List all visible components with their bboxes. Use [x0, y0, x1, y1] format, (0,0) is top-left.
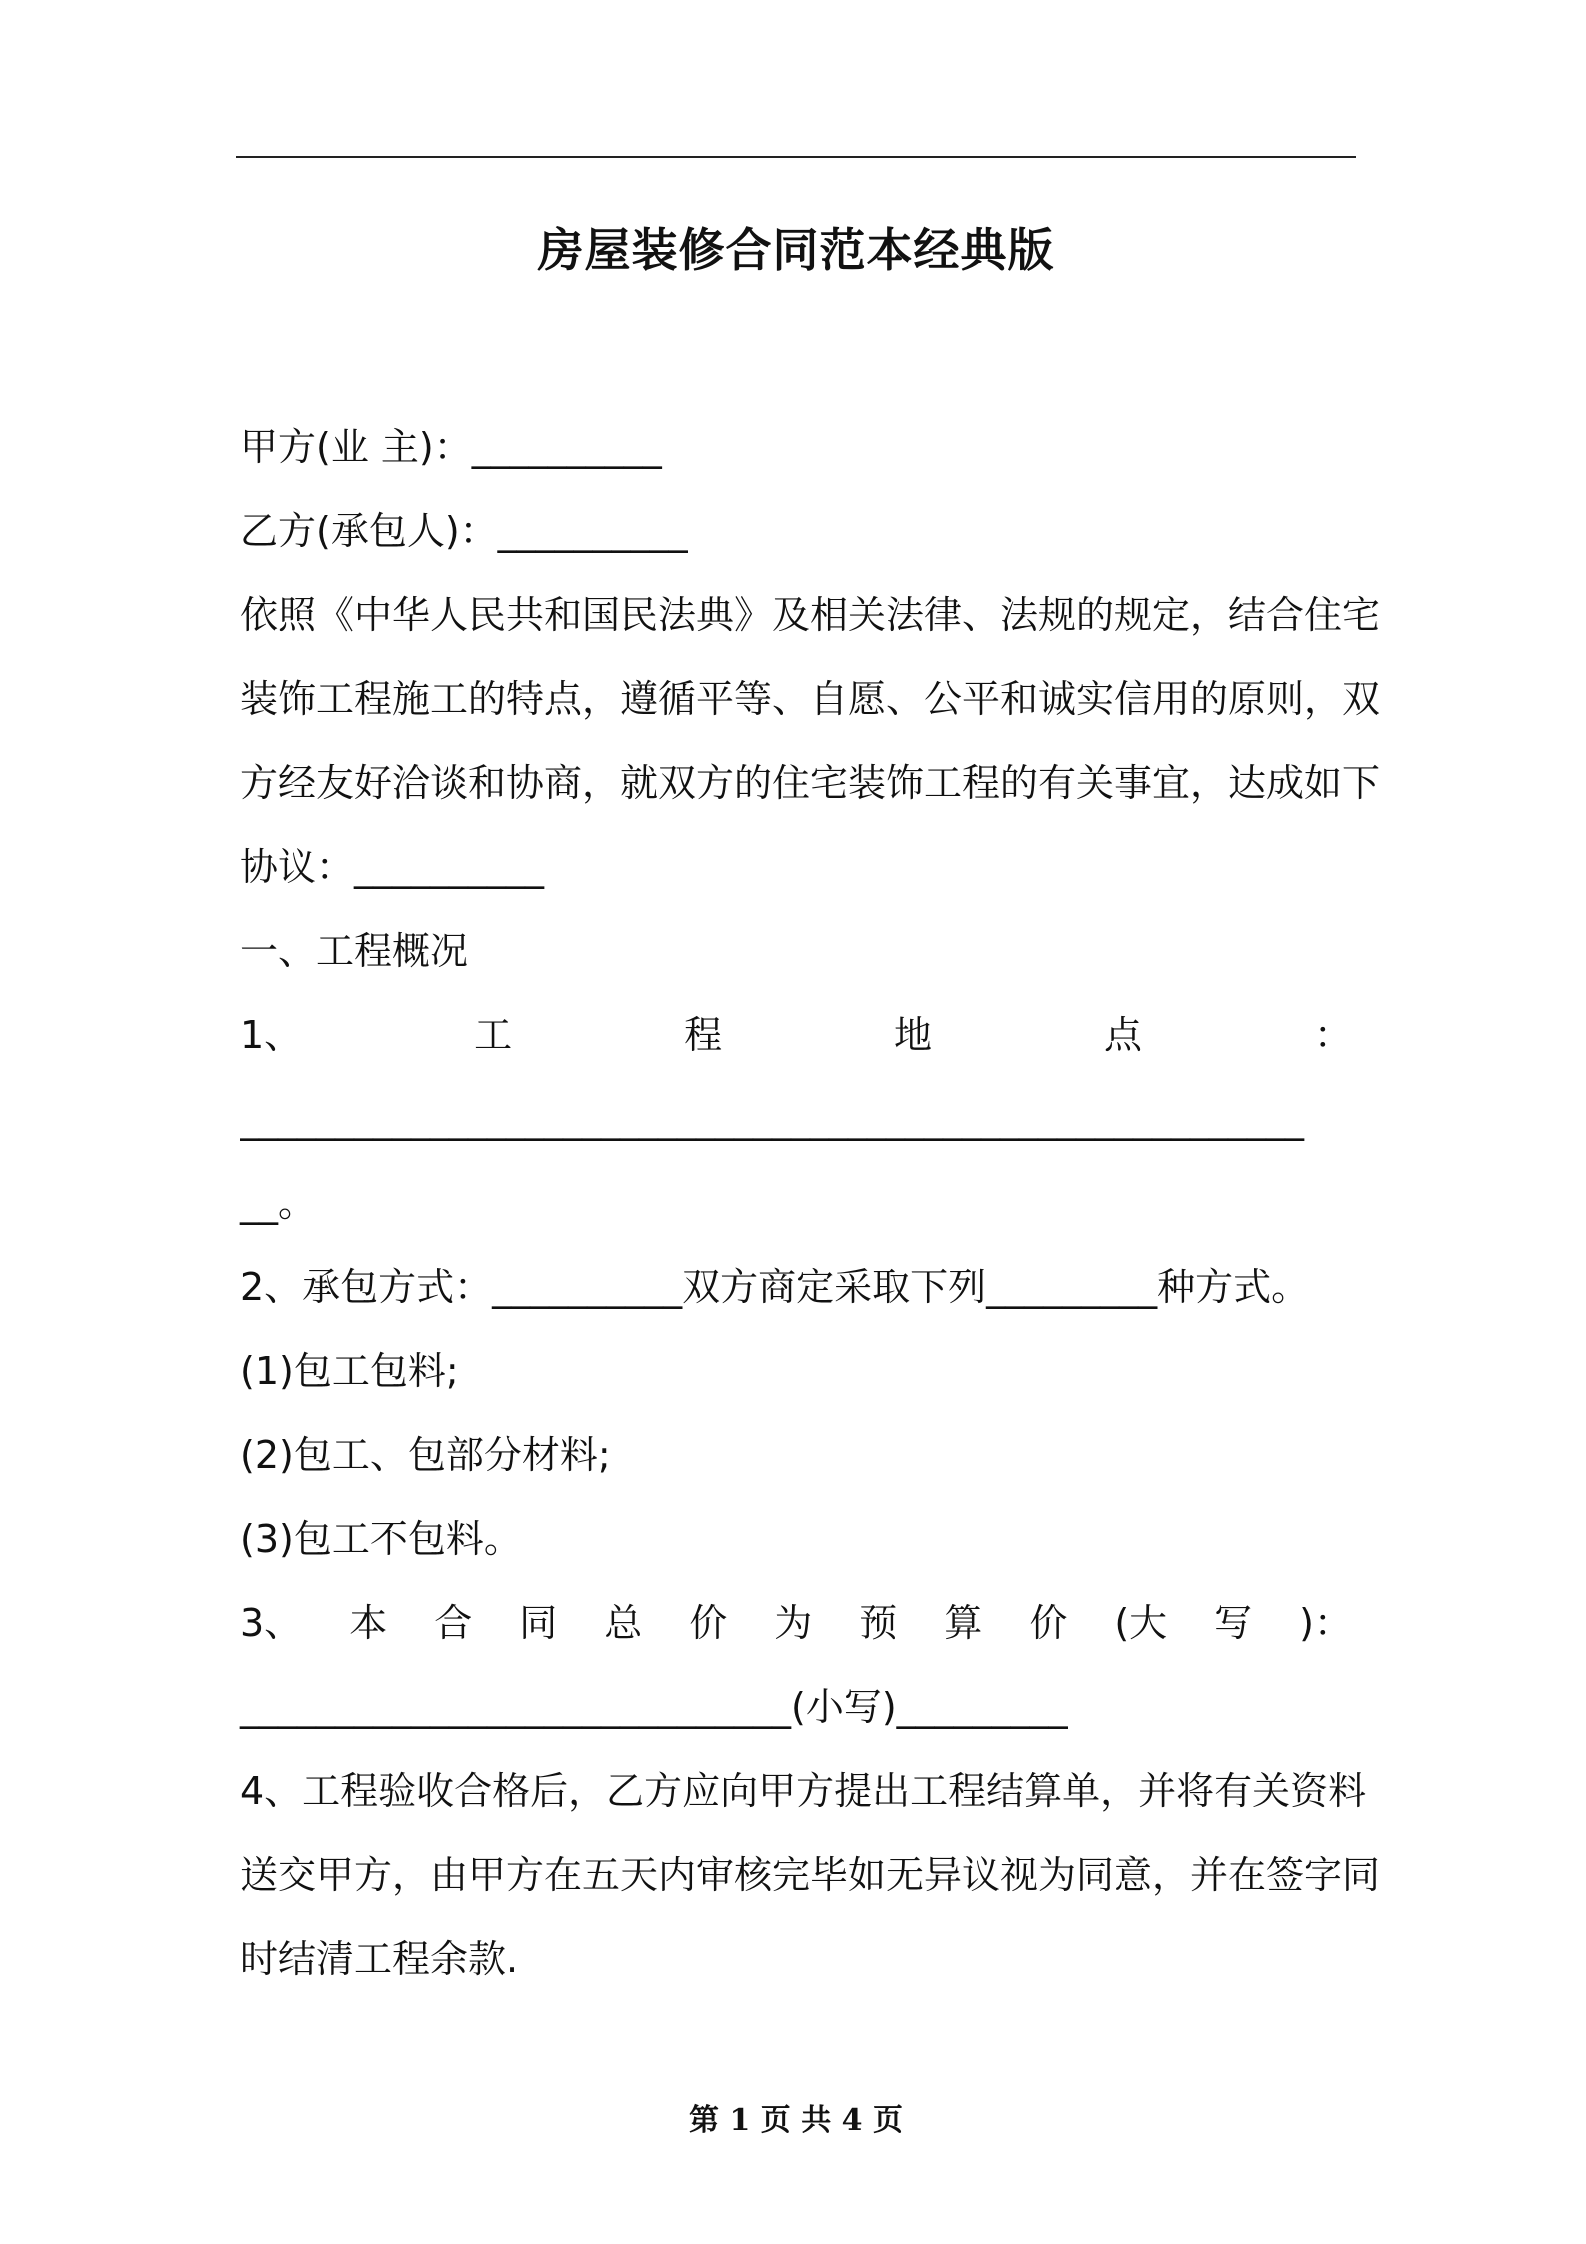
- spread-char: 写: [1214, 1601, 1253, 1645]
- party-b-line: 乙方(承包人)：__________: [240, 509, 688, 553]
- item-2-line: 2、承包方式：__________双方商定采取下列_________种方式。: [240, 1265, 1310, 1309]
- spread-char: 1、: [240, 1013, 303, 1057]
- spread-char: 点: [1103, 1013, 1142, 1057]
- intro-line: 装饰工程施工的特点，遵循平等、自愿、公平和诚实信用的原则，双: [240, 677, 1381, 721]
- spread-char: 算: [944, 1601, 983, 1645]
- spread-char: 本: [349, 1601, 388, 1645]
- option-item: (2)包工、包部分材料;: [240, 1433, 611, 1477]
- spread-char: 程: [684, 1013, 723, 1057]
- intro-line: 依照《中华人民共和国民法典》及相关法律、法规的规定，结合住宅: [240, 593, 1381, 637]
- header-rule: [236, 156, 1356, 158]
- spread-char: 同: [519, 1601, 558, 1645]
- item-1-blank-line: ________________________________________________________: [240, 1097, 1304, 1141]
- party-a-line: 甲方(业 主)：__________: [240, 425, 662, 469]
- item-3-price-label: [240, 1581, 1352, 1665]
- spread-char: 价: [1029, 1601, 1068, 1645]
- spread-char: 3、: [240, 1601, 303, 1645]
- spread-char: )：: [1299, 1601, 1352, 1645]
- document-title: 房屋装修合同范本经典版: [537, 223, 1055, 277]
- document-body: [240, 405, 1381, 2001]
- item-3-blank: _____________________________(小写)_________: [240, 1685, 1068, 1729]
- page-number: 第 1 页 共 4 页: [689, 2103, 903, 2138]
- intro-line: 协议：__________: [240, 845, 545, 889]
- spread-char: 预: [859, 1601, 898, 1645]
- spread-char: 为: [774, 1601, 813, 1645]
- spread-char: ：: [1313, 1013, 1352, 1057]
- spread-char: 工: [474, 1013, 513, 1057]
- intro-line: 方经友好洽谈和协商，就双方的住宅装饰工程的有关事宜，达成如下: [240, 761, 1381, 805]
- option-item: (3)包工不包料。: [240, 1517, 522, 1561]
- spread-char: 合: [434, 1601, 473, 1645]
- spread-char: (大: [1114, 1601, 1168, 1645]
- option-item: (1)包工包料;: [240, 1349, 459, 1393]
- item-4-line: 送交甲方，由甲方在五天内审核完毕如无异议视为同意，并在签字同: [240, 1853, 1381, 1897]
- item-4-line: 时结清工程余款.: [240, 1937, 519, 1981]
- section-heading: 一、工程概况: [240, 929, 469, 973]
- item-1-location-label: [240, 993, 1352, 1077]
- item-4-line: 4、工程验收合格后，乙方应向甲方提出工程结算单，并将有关资料: [240, 1769, 1367, 1813]
- spread-char: 总: [604, 1601, 643, 1645]
- item-1-blank-end: __。: [240, 1181, 317, 1225]
- spread-char: 地: [894, 1013, 933, 1057]
- spread-char: 价: [689, 1601, 728, 1645]
